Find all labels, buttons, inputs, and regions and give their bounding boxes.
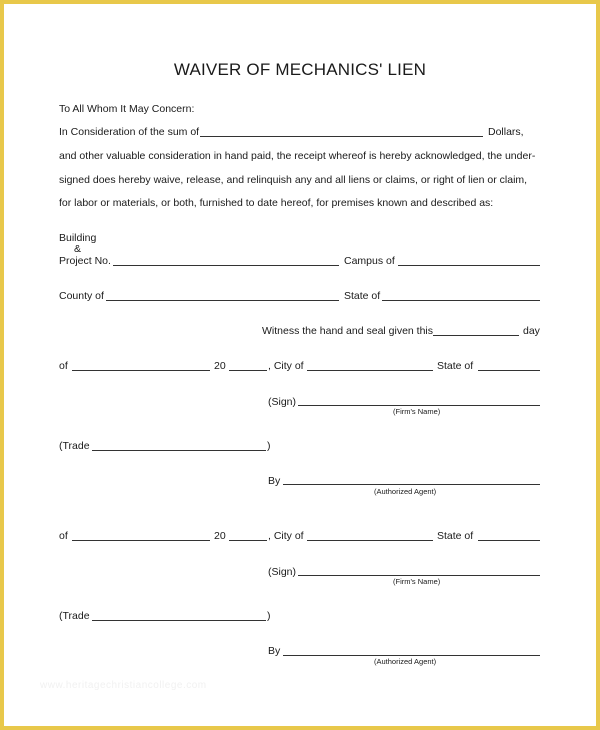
witness-label: Witness the hand and seal given this bbox=[262, 325, 434, 337]
year-field-2[interactable] bbox=[229, 540, 267, 541]
state-of-label-3: State of bbox=[437, 530, 474, 542]
paragraph-line-4: for labor or materials, or both, furnished to date hereof, for premises known and described as: bbox=[59, 197, 494, 209]
trade-close-paren: ) bbox=[267, 440, 271, 452]
paragraph-line-2: and other valuable consideration in hand paid, the receipt whereof is hereby acknowledged, the under- bbox=[59, 150, 536, 162]
of-label-2: of bbox=[59, 530, 68, 542]
day-label: day bbox=[523, 325, 540, 337]
year-prefix-label: 20 bbox=[214, 360, 226, 372]
sum-field[interactable] bbox=[200, 136, 483, 137]
trade-label-2: (Trade bbox=[59, 610, 90, 622]
state-of-label-2: State of bbox=[437, 360, 474, 372]
trade-close-paren-2: ) bbox=[267, 610, 271, 622]
trade-field-2[interactable] bbox=[92, 620, 266, 621]
state-field[interactable] bbox=[382, 300, 540, 301]
campus-of-label: Campus of bbox=[344, 255, 395, 267]
building-label: Building bbox=[59, 232, 97, 244]
county-of-label: County of bbox=[59, 290, 104, 302]
watermark: www.heritagechristiancollege.com bbox=[40, 680, 207, 691]
authorized-agent-field[interactable] bbox=[283, 484, 540, 485]
city-of-label: , City of bbox=[268, 360, 304, 372]
trade-label: (Trade bbox=[59, 440, 90, 452]
state-field-3[interactable] bbox=[478, 540, 540, 541]
year-field[interactable] bbox=[229, 370, 267, 371]
project-no-field[interactable] bbox=[113, 265, 339, 266]
authorized-agent-caption-2: (Authorized Agent) bbox=[374, 657, 437, 666]
trade-field[interactable] bbox=[92, 450, 266, 451]
city-of-label-2: , City of bbox=[268, 530, 304, 542]
county-field[interactable] bbox=[106, 300, 339, 301]
sign-label: (Sign) bbox=[268, 396, 297, 408]
firm-name-field-2[interactable] bbox=[298, 575, 540, 576]
by-label-2: By bbox=[268, 645, 281, 657]
month-field-2[interactable] bbox=[72, 540, 210, 541]
witness-day-field[interactable] bbox=[433, 335, 519, 336]
state-field-2[interactable] bbox=[478, 370, 540, 371]
ampersand-label: & bbox=[74, 243, 82, 255]
firms-name-caption-2: (Firm's Name) bbox=[393, 577, 441, 586]
sign-label-2: (Sign) bbox=[268, 566, 297, 578]
project-no-label: Project No. bbox=[59, 255, 111, 267]
authorized-agent-field-2[interactable] bbox=[283, 655, 540, 656]
campus-field[interactable] bbox=[398, 265, 540, 266]
salutation: To All Whom It May Concern: bbox=[59, 103, 195, 115]
paragraph-line-3: signed does hereby waive, release, and relinquish any and all liens or claims, or right of lien or claim, bbox=[59, 174, 528, 186]
dollars-label: Dollars, bbox=[488, 126, 524, 138]
firms-name-caption: (Firm's Name) bbox=[393, 407, 441, 416]
authorized-agent-caption: (Authorized Agent) bbox=[374, 487, 437, 496]
state-of-label: State of bbox=[344, 290, 381, 302]
of-label: of bbox=[59, 360, 68, 372]
firm-name-field[interactable] bbox=[298, 405, 540, 406]
consideration-label: In Consideration of the sum of bbox=[59, 126, 200, 138]
city-field[interactable] bbox=[307, 370, 433, 371]
city-field-2[interactable] bbox=[307, 540, 433, 541]
year-prefix-label-2: 20 bbox=[214, 530, 226, 542]
month-field[interactable] bbox=[72, 370, 210, 371]
by-label: By bbox=[268, 475, 281, 487]
document-title: WAIVER OF MECHANICS' LIEN bbox=[173, 60, 427, 79]
